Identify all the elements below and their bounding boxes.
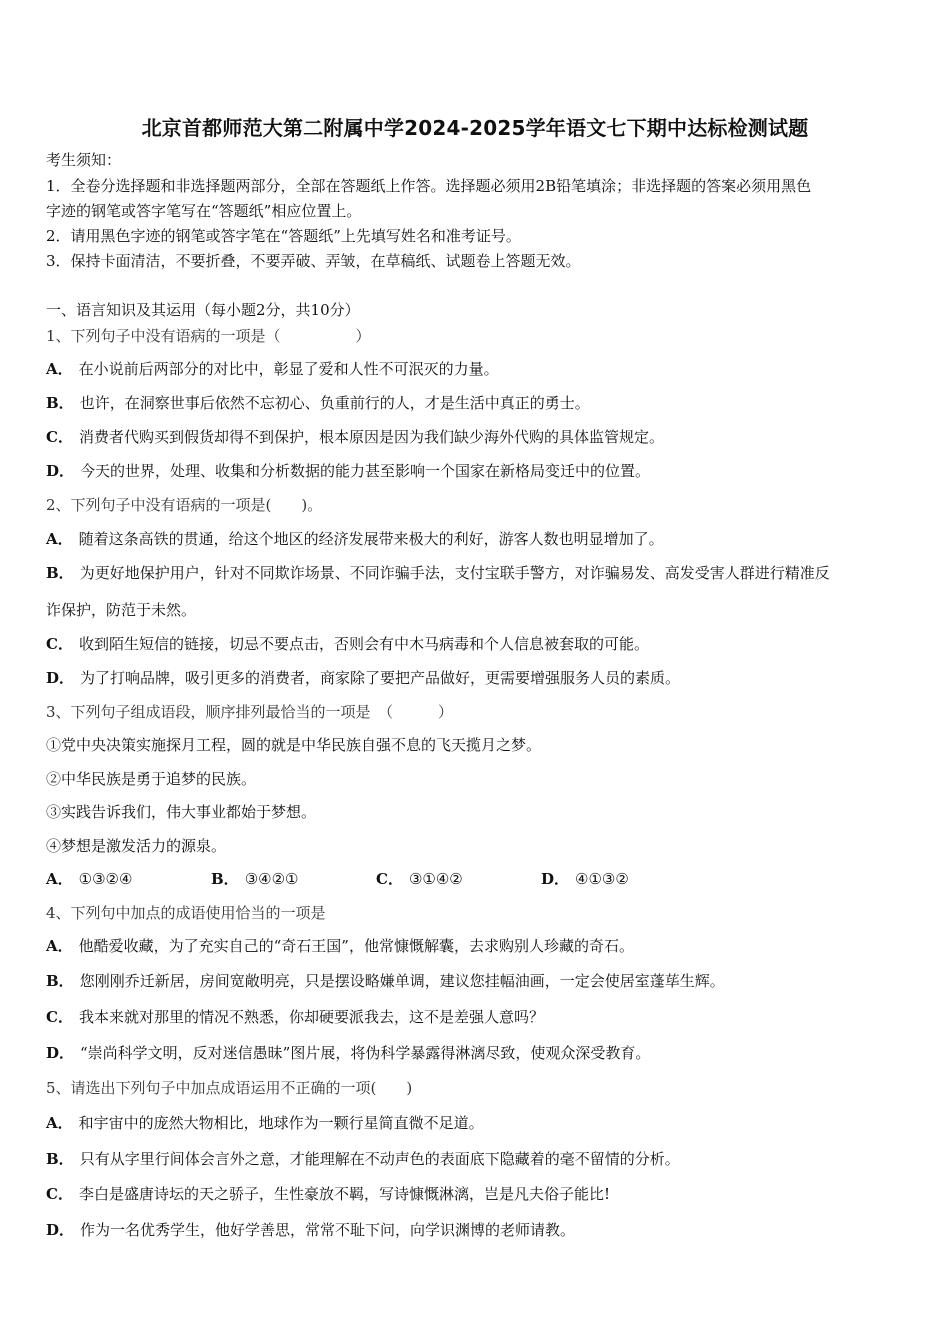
question-1-option-b — [46, 393, 590, 413]
question-3-sentence-3: ③实践告诉我们，伟大事业都始于梦想。 — [46, 803, 317, 821]
question-2-stem: 2、下列句子中没有语病的一项是( )。 — [46, 496, 323, 514]
option-text: ④①③② — [575, 870, 629, 888]
option-label: B． — [46, 1150, 74, 1168]
option-text: ③①④② — [408, 870, 463, 888]
question-1-option-a — [46, 359, 499, 379]
notice-line-1a: 1．全卷分选择题和非选择题两部分，全部在答题纸上作答。选择题必须用2B铅笔填涂；非选择题的答案必须用黑色 — [46, 177, 812, 195]
option-label: D． — [541, 870, 570, 888]
option-label: A． — [46, 1114, 73, 1132]
notice-heading: 考生须知： — [46, 151, 122, 169]
option-text: 今天的世界，处理、收集和分析数据的能力甚至影响一个国家在新格局变迁中的位置。 — [80, 462, 651, 480]
question-2-option-d — [46, 668, 680, 688]
option-label: C． — [46, 1185, 73, 1203]
question-3-option-c — [376, 869, 541, 889]
question-2-option-b-cont: 诈保护，防范于未然。 — [46, 601, 197, 619]
question-4-option-a — [46, 936, 634, 956]
section-heading: 一、语言知识及其运用（每小题2分，共10分） — [46, 301, 360, 319]
question-3-sentence-2: ②中华民族是勇于追梦的民族。 — [46, 770, 257, 788]
option-text: ①③②④ — [78, 870, 133, 888]
option-text: “崇尚科学文明，反对迷信愚昧”图片展，将伪科学暴露得淋漓尽致，使观众深受教育。 — [80, 1044, 651, 1062]
question-3-options — [46, 869, 706, 889]
question-4-option-c — [46, 1007, 544, 1027]
option-text: 收到陌生短信的链接，切忌不要点击，否则会有中木马病毒和个人信息被套取的可能。 — [78, 635, 649, 653]
question-4-option-b — [46, 971, 725, 991]
option-label: D． — [46, 1044, 75, 1062]
question-3-option-a — [46, 869, 211, 889]
option-text: 您刚刚乔迁新居，房间宽敞明亮，只是摆设略嫌单调，建议您挂幅油画，一定会使居室蓬荜生辉。 — [79, 972, 725, 990]
notice-line-1b: 字迹的钢笔或答字笔写在“答题纸”相应位置上。 — [46, 202, 362, 220]
option-label: A． — [46, 937, 73, 955]
question-1-option-c — [46, 427, 664, 447]
exam-title: 北京首都师范大第二附属中学2024-2025学年语文七下期中达标检测试题 — [141, 116, 809, 140]
question-1-option-d — [46, 461, 650, 481]
question-3-option-b — [211, 869, 376, 889]
option-label: B． — [46, 394, 74, 412]
question-2-option-a — [46, 529, 664, 549]
question-5-option-b — [46, 1149, 680, 1169]
option-label: C． — [46, 1008, 73, 1026]
question-5-stem: 5、请选出下列句子中加点成语运用不正确的一项( ) — [46, 1079, 413, 1097]
option-label: B． — [46, 972, 74, 990]
question-5-option-a — [46, 1113, 484, 1133]
option-text: 为了打响品牌，吸引更多的消费者，商家除了要把产品做好，更需要增强服务人员的素质。 — [80, 669, 681, 687]
option-label: A． — [46, 360, 73, 378]
option-text: ③④②① — [244, 870, 299, 888]
option-text: 和宇宙中的庞然大物相比，地球作为一颗行星简直微不足道。 — [78, 1114, 484, 1132]
question-5-option-d — [46, 1220, 575, 1240]
question-3-option-d — [541, 869, 706, 889]
notice-line-3: 3．保持卡面清洁，不要折叠，不要弄破、弄皱，在草稿纸、试题卷上答题无效。 — [46, 252, 581, 270]
question-3-stem: 3、下列句子组成语段，顺序排列最恰当的一项是 （ ） — [46, 703, 454, 721]
option-text: 也许，在洞察世事后依然不忘初心、负重前行的人，才是生活中真正的勇士。 — [79, 394, 590, 412]
option-label: A． — [46, 870, 73, 888]
option-text: 作为一名优秀学生，他好学善思，常常不耻下问，向学识渊博的老师请教。 — [80, 1221, 576, 1239]
notice-line-2: 2．请用黑色字迹的钢笔或答字笔在“答题纸”上先填写姓名和准考证号。 — [46, 227, 521, 245]
option-text: 只有从字里行间体会言外之意，才能理解在不动声色的表面底下隐藏着的毫不留情的分析。 — [79, 1150, 680, 1168]
option-label: D． — [46, 1221, 75, 1239]
option-label: A． — [46, 530, 73, 548]
option-text: 李白是盛唐诗坛的天之骄子，生性豪放不羁，写诗慷慨淋漓，岂是凡夫俗子能比! — [78, 1185, 610, 1203]
question-5-option-c — [46, 1184, 610, 1204]
question-1-stem: 1、下列句子中没有语病的一项是（ ） — [46, 327, 371, 345]
option-text: 消费者代购买到假货却得不到保护，根本原因是因为我们缺少海外代购的具体监管规定。 — [78, 428, 664, 446]
question-4-option-d — [46, 1043, 650, 1063]
option-label: C． — [46, 635, 73, 653]
question-3-sentence-4: ④梦想是激发活力的源泉。 — [46, 837, 227, 855]
question-4-stem: 4、下列句中加点的成语使用恰当的一项是 — [46, 904, 326, 922]
option-label: D． — [46, 669, 75, 687]
option-text: 他酷爱收藏，为了充实自己的“奇石王国”，他常慷慨解囊，去求购别人珍藏的奇石。 — [78, 937, 634, 955]
option-label: D． — [46, 462, 75, 480]
option-label: B． — [46, 564, 74, 582]
question-2-option-c — [46, 634, 649, 654]
option-label: C． — [376, 870, 403, 888]
option-text: 为更好地保护用户，针对不同欺诈场景、不同诈骗手法，支付宝联手警方，对诈骗易发、高发受害人群进行精准反 — [79, 564, 830, 582]
option-text: 我本来就对那里的情况不熟悉，你却硬要派我去，这不是差强人意吗？ — [78, 1008, 544, 1026]
option-label: B． — [211, 870, 239, 888]
option-text: 随着这条高铁的贯通，给这个地区的经济发展带来极大的利好，游客人数也明显增加了。 — [78, 530, 664, 548]
option-label: C． — [46, 428, 73, 446]
question-3-sentence-1: ①党中央决策实施探月工程，圆的就是中华民族自强不息的飞天揽月之梦。 — [46, 736, 542, 754]
option-text: 在小说前后两部分的对比中，彰显了爱和人性不可泯灭的力量。 — [78, 360, 499, 378]
question-2-option-b — [46, 563, 830, 583]
